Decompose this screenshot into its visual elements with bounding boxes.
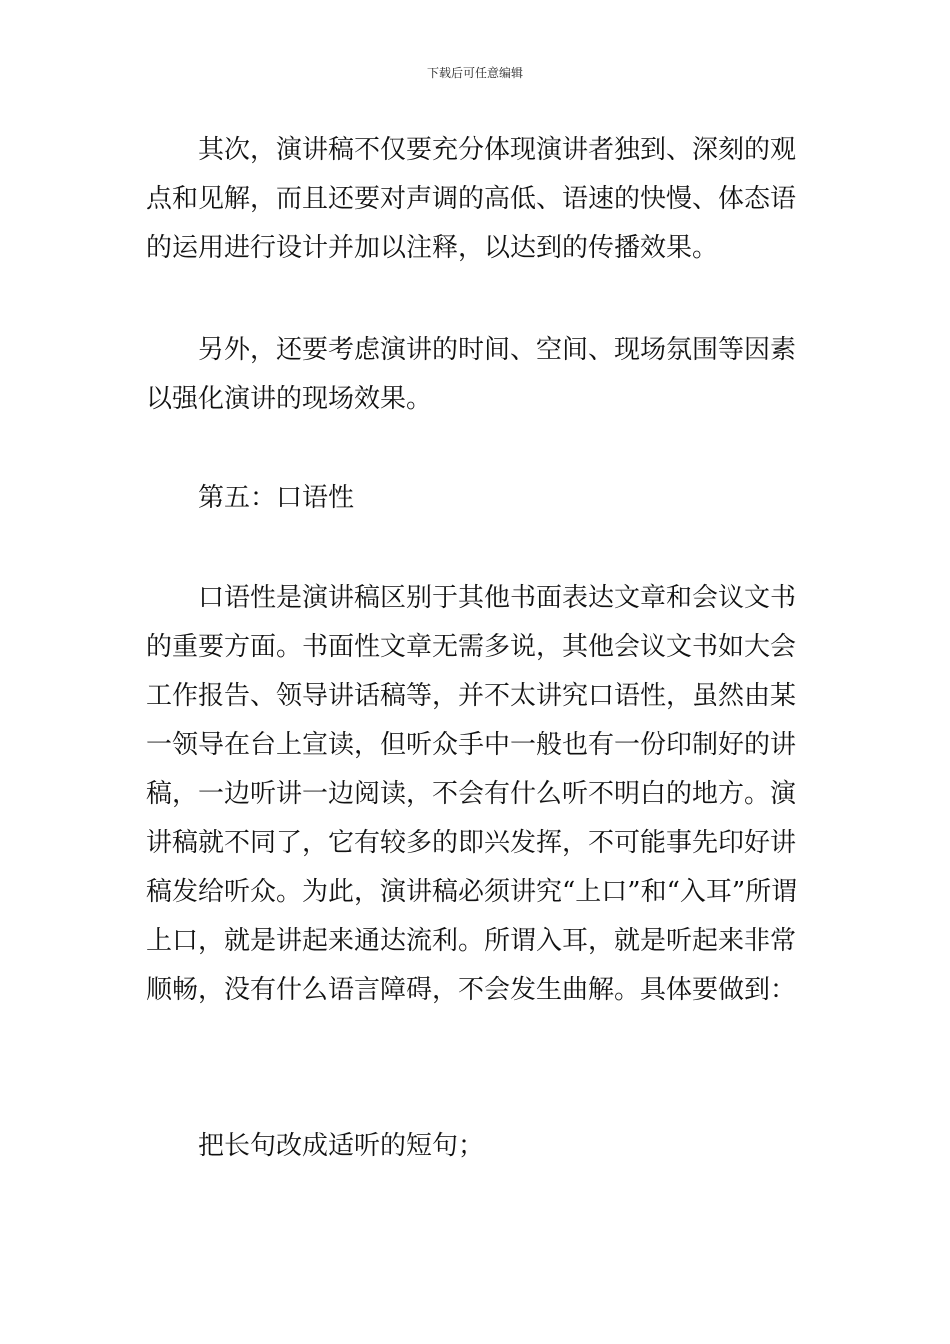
section-heading-fifth: 第五：口语性 xyxy=(198,483,355,513)
paragraph-additionally: 另外，还要考虑演讲的时间、空间、现场氛围等因素以强化演讲的现场效果。 xyxy=(146,335,797,414)
paragraph-oral-style: 口语性是演讲稿区别于其他书面表达文章和会议文书的重要方面。书面性文章无需多说，其他会议文书如大会工作报告、领导讲话稿等，并不太讲究口语性，虽然由某一领导在台上宣读，但听众手中一般也有一份印制好的讲稿，一边听讲一边阅读，不会有什么听不明白的地方。演讲稿就不同了，它有较多的即兴发挥，不可能事先印好讲稿发给听众。为此，演讲稿必须讲究“上口”和“入耳”所谓上口，就是讲起来通达流利。所谓入耳，就是听起来非常顺畅，没有什么语言障碍，不会发生曲解。具体要做到： xyxy=(146,583,798,1005)
page-header: 下载后可任意编辑 xyxy=(426,66,523,80)
paragraph-short-sentences: 把长句改成适听的短句； xyxy=(198,1131,485,1161)
paragraph-secondly: 其次，演讲稿不仅要充分体现演讲者独到、深刻的观点和见解，而且还要对声调的高低、语速的快慢、体态语的运用进行设计并加以注释，以达到的传播效果。 xyxy=(146,135,797,263)
